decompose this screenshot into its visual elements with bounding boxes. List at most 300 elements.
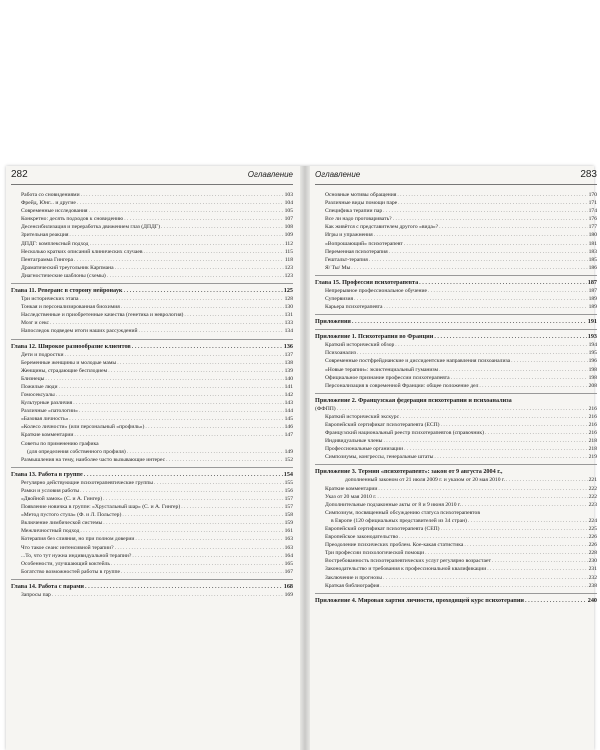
toc-entry-title: Краткий исторический обзор [325, 342, 395, 349]
toc-chapter-entry [315, 393, 597, 405]
toc-page-number: 137 [284, 351, 293, 358]
dot-leader [79, 295, 283, 303]
dot-leader [122, 511, 283, 519]
toc-page-number: 218 [588, 438, 597, 445]
toc-page-number: 164 [284, 552, 293, 559]
toc-entry [315, 405, 597, 413]
book-gutter [300, 166, 310, 750]
toc-entry [11, 351, 293, 359]
toc-page-number: 146 [284, 424, 293, 431]
toc-entry [315, 501, 597, 509]
toc-entry [315, 541, 597, 549]
dot-leader [441, 421, 588, 429]
toc-page-number: 222 [588, 493, 597, 500]
toc-entry [11, 544, 293, 552]
toc-entry [11, 264, 293, 272]
toc-page-number: 189 [588, 304, 597, 311]
dot-leader [357, 349, 588, 357]
toc-page-number: 136 [283, 342, 293, 350]
dot-leader [451, 374, 588, 382]
toc-chapter-entry [11, 467, 293, 479]
toc-page-number: 155 [284, 479, 293, 486]
toc-entry-title: Пентаграмма Гингера [21, 256, 73, 263]
toc-entry-title: Указ от 20 мая 2010 г. [325, 493, 377, 500]
toc-page-number: 123 [284, 272, 293, 279]
dot-leader [383, 207, 587, 215]
toc-entry [11, 535, 293, 543]
toc-page-number: 123 [284, 264, 293, 271]
dot-leader [59, 383, 284, 391]
toc-entry-title: Несколько кратких описаний клинических случаев [21, 248, 143, 255]
toc-page-number: 185 [588, 256, 597, 263]
toc-page-number: 112 [284, 240, 293, 247]
toc-page-number: 216 [588, 413, 597, 420]
dot-leader [89, 207, 284, 215]
dot-leader [103, 495, 283, 503]
toc-chapter-entry [315, 593, 597, 605]
toc-entry-title: Дети и подростки [21, 351, 64, 358]
toc-entry [11, 431, 293, 439]
toc-entry [11, 359, 293, 367]
toc-page-number: 194 [588, 342, 597, 349]
toc-entry [315, 295, 597, 303]
toc-entry-title: Краткий исторический экскурс [325, 413, 400, 420]
toc-entry-title: Близнецы [21, 375, 45, 382]
toc-entry-title: Психоанализ [325, 350, 356, 357]
toc-entry-title: Дополнительные подзаконные акты от 8 и 9 июня 2010 г. [325, 501, 461, 508]
dot-leader [400, 413, 588, 421]
toc-entry-title: Как живётся с представителем другого «вида»? [325, 224, 439, 231]
toc-entry [11, 248, 293, 256]
running-head: Оглавление [247, 170, 293, 179]
toc-page-number: 167 [284, 568, 293, 575]
toc-entry [11, 552, 293, 560]
right-toc-list [315, 185, 597, 605]
toc-page-number: 171 [588, 200, 597, 207]
toc-entry-title: Конкретно: десять подходов к сновидению [21, 216, 124, 223]
toc-entry-title: Глава 12. Широкое разнообразие клиентов [11, 342, 131, 350]
toc-page-number: 158 [284, 512, 293, 519]
toc-entry [315, 366, 597, 374]
dot-leader [115, 544, 284, 552]
dot-leader [80, 527, 283, 535]
toc-entry-title: дополненный законом от 21 июля 2009 г. и указом от 20 мая 2010 г. [345, 477, 505, 484]
dot-leader [184, 311, 283, 319]
toc-entry-title: Женщины, страдающие бесплодием [21, 367, 108, 374]
toc-entry-title: Краткие комментарии [325, 485, 378, 492]
toc-entry-title: Котерапия без слияния, но при полном доверии [21, 536, 135, 543]
toc-page-number: 186 [588, 264, 597, 271]
toc-page-number: 139 [284, 367, 293, 374]
dot-leader [138, 327, 283, 335]
dot-leader [124, 286, 283, 295]
toc-entry [315, 223, 597, 231]
toc-page-number: 157 [284, 496, 293, 502]
toc-entry [11, 495, 293, 503]
toc-entry [11, 272, 293, 280]
toc-entry-title: в Европе (120 официальных представителей из 34 стран) [331, 517, 467, 524]
toc-entry [315, 256, 597, 264]
toc-entry-title: (для определения собственного профиля) [27, 448, 126, 455]
toc-entry [315, 303, 597, 311]
toc-entry [11, 191, 293, 199]
toc-entry-title: Диагностические шаблоны (схемы) [21, 272, 106, 279]
toc-entry-title: Краткая библиография [325, 582, 380, 589]
toc-entry-title: «Новые терапии»: экзистенциальный гуманизм [325, 366, 439, 373]
toc-entry [11, 568, 293, 576]
toc-page-number: 232 [588, 574, 597, 581]
toc-page-number: 168 [283, 582, 293, 590]
toc-entry [315, 382, 597, 390]
toc-entry [11, 456, 293, 464]
toc-entry-title: Приложение 2. Французская федерация психотерапии и психоанализа [315, 396, 512, 404]
toc-entry [315, 413, 597, 421]
toc-entry-title: Напоследок подведем итоги наших рассуждений [21, 328, 138, 335]
toc-entry-title: Заключение и прогнозы [325, 574, 382, 581]
toc-page-number: 216 [588, 405, 597, 412]
toc-entry-title: Советы по применению графика [21, 440, 99, 447]
toc-entry [11, 231, 293, 239]
toc-page-number: 221 [588, 477, 597, 484]
toc-page-number: 144 [284, 408, 293, 415]
toc-entry-title: Симпозиумы, конгрессы, генеральные штаты [325, 454, 434, 461]
dot-leader [64, 351, 283, 359]
toc-entry [315, 231, 597, 239]
toc-entry-title: Десенсибилизация и переработка движением глаз (ДПДГ) [21, 224, 160, 231]
toc-entry [11, 215, 293, 223]
toc-entry-title: Глава 11. Реверанс в сторону нейронаук [11, 287, 123, 295]
dot-leader [395, 341, 587, 349]
page-number: 282 [11, 169, 28, 180]
toc-entry-title: Беременные женщины и молодые мамы [21, 359, 117, 366]
toc-chapter-entry [11, 283, 293, 295]
toc-entry-title: Особенности, улучшающий коктейль [21, 560, 110, 567]
toc-entry-title: Глава 14. Работа с парами [11, 582, 84, 590]
toc-entry [315, 240, 597, 248]
toc-entry [315, 533, 597, 541]
toc-entry [11, 240, 293, 248]
toc-entry-title: «Базовая личность» [21, 416, 69, 423]
toc-page-number: 223 [588, 501, 597, 508]
toc-entry [11, 399, 293, 407]
toc-page-number: 231 [588, 566, 597, 573]
dot-leader [77, 199, 284, 207]
toc-entry-title: Глава 13. Работа в группе [11, 470, 83, 478]
toc-page-number: 152 [284, 456, 293, 463]
dot-leader [84, 470, 283, 479]
toc-entry [11, 199, 293, 207]
toc-entry-title: Профессиональные организации [325, 446, 404, 453]
toc-chapter-entry [315, 275, 597, 287]
toc-page-number: 224 [588, 517, 597, 524]
toc-page-number: 157 [284, 504, 293, 511]
toc-entry-title: Востребованность психотерапевтических услуг регулярно возрастает [325, 558, 491, 565]
dot-leader [511, 357, 587, 365]
toc-entry [315, 525, 597, 533]
dot-leader [107, 272, 284, 280]
toc-entry [11, 223, 293, 231]
dot-leader [485, 429, 588, 437]
toc-page-number: 140 [284, 375, 293, 382]
toc-entry [11, 383, 293, 391]
dot-leader [132, 342, 283, 351]
toc-chapter-entry [315, 464, 597, 476]
dot-leader [80, 487, 283, 495]
toc-entry-title: Переменная психотерапия [325, 248, 388, 255]
dot-leader [81, 191, 284, 199]
dot-leader [69, 231, 283, 239]
toc-entry-title: Индивидуальные члены [325, 438, 383, 445]
toc-entry-title: Глава 15. Профессия психотерапевта [315, 278, 419, 286]
toc-entry [315, 485, 597, 493]
toc-entry [315, 421, 597, 429]
toc-entry-title: Законодательство и требования к профессиональной квалификации [325, 566, 487, 573]
toc-entry-title: (ФФПП) [315, 405, 336, 412]
dot-leader [143, 248, 283, 256]
dot-leader [383, 574, 588, 582]
toc-entry [315, 445, 597, 453]
toc-page-number: 169 [284, 591, 293, 598]
toc-entry-title: «Двойной замок» (С. и А. Гингер) [21, 496, 103, 502]
toc-entry [315, 549, 597, 557]
toc-entry [11, 311, 293, 319]
page-number: 283 [580, 169, 597, 180]
toc-entry-title: «Метод пустого стула» (Ф. и Л. Польстер) [21, 512, 122, 519]
dot-leader [425, 549, 588, 557]
toc-entry-title: Работа со сновидениями [21, 192, 80, 198]
toc-entry [315, 517, 597, 525]
dot-leader [69, 415, 283, 423]
toc-page-number: 165 [284, 560, 293, 567]
dot-leader [73, 399, 283, 407]
toc-entry-title: Приложение 3. Термин «психотерапевт»: закон от 9 августа 2004 г., [315, 468, 503, 476]
toc-entry-title: Приложения [315, 318, 351, 326]
toc-entry-title: Драматический треугольник Карпмана [21, 264, 114, 271]
dot-leader [393, 215, 588, 223]
toc-chapter-entry [315, 329, 597, 341]
dot-leader [468, 517, 588, 525]
toc-page-number: 228 [588, 550, 597, 557]
toc-page-number: 154 [283, 470, 293, 478]
toc-entry-title: Регулярно действующие психотерапевтические группы [21, 479, 153, 486]
toc-entry [11, 560, 293, 568]
toc-page-number: 145 [284, 416, 293, 423]
toc-entry [11, 407, 293, 415]
dot-leader [378, 485, 587, 493]
toc-entry [11, 448, 293, 456]
toc-page-number: 108 [284, 224, 293, 231]
toc-entry-title: Появление новичка в группе: «Хрустальный шар» (С. и А. Гингер) [21, 504, 181, 511]
toc-entry-title: Гештальт-терапия [325, 256, 368, 263]
dot-leader [399, 533, 587, 541]
toc-entry-title: Гомосексуалы [21, 391, 55, 398]
left-page [11, 166, 293, 750]
toc-entry [315, 493, 597, 501]
toc-page-number: 193 [587, 333, 597, 341]
toc-entry-title: Мозг и секс [21, 320, 50, 327]
toc-entry-title: Основные мотивы обращения [325, 192, 397, 198]
toc-page-number: 225 [588, 526, 597, 532]
toc-entry [315, 476, 597, 484]
dot-leader [487, 565, 587, 573]
toc-entry [11, 479, 293, 487]
toc-entry-title: Три профессии психологической помощи [325, 550, 425, 557]
dot-leader [121, 303, 284, 311]
toc-entry-title: Карьера психотерапевта [325, 304, 383, 311]
running-head: Оглавление [315, 170, 361, 179]
toc-page-number: 128 [284, 296, 293, 303]
toc-entry [11, 207, 293, 215]
toc-page-number: 195 [588, 350, 597, 357]
toc-page-number: 196 [588, 358, 597, 365]
toc-entry-title: Официальное признание профессии психотерапевта [325, 374, 450, 381]
toc-entry-title: Различные «патологии» [21, 408, 78, 415]
toc-page-number: 149 [284, 448, 293, 455]
dot-leader [337, 405, 588, 413]
dot-leader [434, 332, 586, 341]
toc-entry [11, 511, 293, 519]
toc-entry-title: Приложение 4. Мировая хартия личности, проходящей курс психотерапии [315, 596, 524, 604]
toc-page-number: 156 [284, 487, 293, 494]
toc-page-number: 159 [284, 520, 293, 527]
toc-entry [11, 303, 293, 311]
dot-leader [383, 437, 587, 445]
dot-leader [492, 557, 588, 565]
toc-entry-title: Межличностный подход [21, 528, 80, 535]
dot-leader [127, 448, 284, 456]
right-page-header [315, 166, 597, 185]
dot-leader [462, 501, 588, 509]
toc-entry-title: «Колесо личности» (или персональный «профиль») [21, 424, 145, 431]
toc-page-number: 143 [284, 400, 293, 407]
toc-entry [11, 440, 293, 448]
toc-entry-title: ...То, что тут нужна индивидуальной терапии? [21, 552, 132, 559]
toc-page-number: 198 [588, 366, 597, 373]
toc-page-number: 187 [587, 278, 597, 286]
toc-entry-title: Приложение 1. Психотерапия во Франции [315, 333, 434, 341]
dot-leader [377, 493, 587, 501]
toc-entry [315, 215, 597, 223]
toc-entry-title: Запросы пар [21, 591, 51, 598]
toc-entry [315, 374, 597, 382]
toc-page-number: 163 [284, 544, 293, 551]
dot-leader [374, 231, 588, 239]
toc-entry-title: Европейский сертификат психотерапевта (ЕСП) [325, 421, 440, 428]
toc-entry-title: Наследственные и приобретенные качества (генетика и неврология) [21, 312, 184, 319]
toc-page-number: 218 [588, 446, 597, 453]
toc-page-number: 226 [588, 534, 597, 541]
toc-page-number: 230 [588, 558, 597, 565]
toc-entry [11, 319, 293, 327]
toc-entry-title: Европейское законодательство [325, 534, 399, 541]
toc-entry-title: Французский национальный реестр психотерапевтов (справочник) [325, 430, 484, 437]
dot-leader [132, 552, 283, 560]
dot-leader [121, 568, 284, 576]
toc-page-number: 107 [284, 216, 293, 223]
dot-leader [161, 223, 284, 231]
toc-page-number: 219 [588, 454, 597, 461]
toc-page-number: 147 [284, 432, 293, 439]
left-page-header [11, 166, 293, 185]
toc-entry [11, 295, 293, 303]
toc-page-number: 103 [284, 192, 293, 198]
toc-entry-title: Три исторических этапа [21, 296, 79, 303]
dot-leader [506, 476, 588, 484]
toc-page-number: 216 [588, 430, 597, 437]
dot-leader [441, 525, 588, 533]
dot-leader [398, 199, 587, 207]
toc-page-number: 118 [284, 256, 293, 263]
toc-entry [11, 327, 293, 335]
toc-page-number: 131 [284, 312, 293, 319]
dot-leader [108, 367, 283, 375]
toc-page-number: 174 [588, 208, 597, 215]
toc-page-number: 115 [284, 248, 293, 255]
dot-leader [79, 407, 284, 415]
dot-leader [434, 453, 587, 461]
dot-leader [404, 445, 587, 453]
dot-leader [351, 264, 587, 272]
toc-entry-title: Зрительная реакция [21, 232, 69, 239]
toc-page-number: 141 [284, 383, 293, 390]
dot-leader [45, 375, 283, 383]
toc-entry [11, 503, 293, 511]
toc-entry [11, 391, 293, 399]
toc-entry [11, 527, 293, 535]
toc-entry [11, 591, 293, 599]
toc-entry-title: Фрейд, Юнг... и другие [21, 200, 76, 207]
toc-page-number: 105 [284, 208, 293, 215]
toc-page-number: 226 [588, 542, 597, 549]
toc-page-number: 104 [284, 200, 293, 207]
toc-entry-title: Современные постфрейдианские и диссидентские направления психоанализа [325, 358, 511, 365]
dot-leader [354, 295, 588, 303]
toc-entry-title: Пожилые люди [21, 383, 58, 390]
toc-entry-title: Культурные различия [21, 400, 73, 407]
toc-entry-title: «Вопрошающий» психотерапевт [325, 240, 403, 247]
toc-entry [315, 574, 597, 582]
toc-entry-title: Рамки и условия работы [21, 487, 80, 494]
toc-entry-title: Современные исследования [21, 208, 88, 215]
toc-entry [11, 519, 293, 527]
left-toc-list [11, 185, 293, 599]
dot-leader [479, 382, 587, 390]
toc-entry-title: Что такое сеанс интенсивной терапии? [21, 544, 114, 551]
dot-leader [90, 240, 284, 248]
toc-entry [11, 487, 293, 495]
toc-page-number: 134 [284, 328, 293, 335]
dot-leader [397, 191, 587, 199]
dot-leader [404, 240, 588, 248]
toc-page-number: 216 [588, 421, 597, 428]
dot-leader [74, 431, 283, 439]
dot-leader [111, 560, 284, 568]
toc-page-number: 222 [588, 485, 597, 492]
dot-leader [525, 596, 587, 605]
toc-page-number: 176 [588, 216, 597, 223]
toc-page-number: 208 [588, 382, 597, 389]
toc-page-number: 138 [284, 359, 293, 366]
toc-entry-title: Тонкая и персонализированная биохимия [21, 304, 120, 311]
toc-entry [11, 256, 293, 264]
toc-entry [11, 375, 293, 383]
toc-entry [315, 287, 597, 295]
toc-page-number: 130 [284, 304, 293, 311]
toc-page-number: 177 [588, 224, 597, 231]
dot-leader [439, 223, 588, 231]
dot-leader [145, 423, 283, 431]
toc-entry-title: Специфика терапии пар [325, 208, 383, 215]
